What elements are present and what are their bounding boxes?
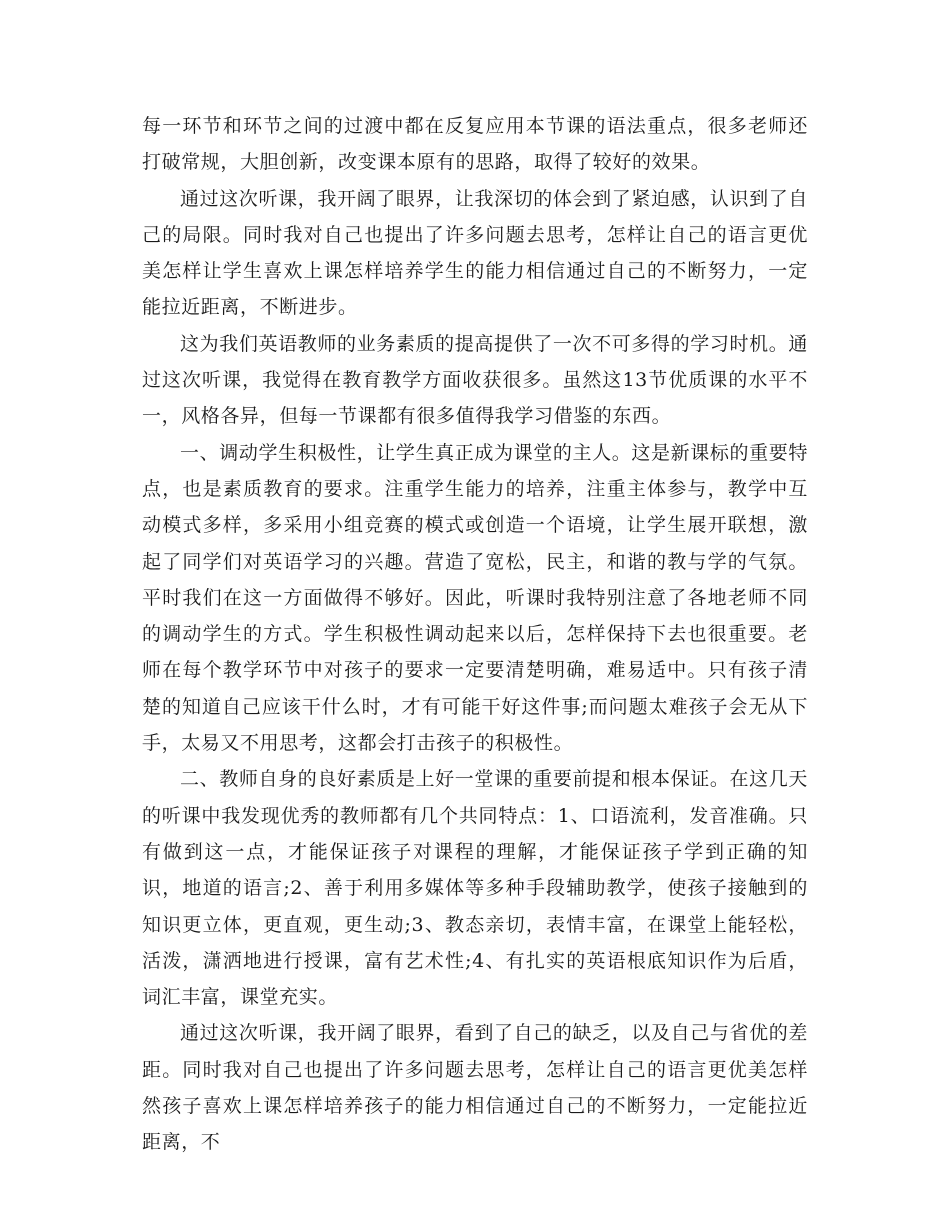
paragraph-2: 通过这次听课，我开阔了眼界，让我深切的体会到了紧迫感，认识到了自己的局限。同时我对自己也提出了许多问题去思考，怎样让自己的语言更优美怎样让学生喜欢上课怎样培养学生的能力相信通过自己的不断努力，一定能拉近距离，不断进步。 bbox=[142, 187, 808, 319]
paragraph-4: 一、调动学生积极性，让学生真正成为课堂的主人。这是新课标的重要特点，也是素质教育的要求。注重学生能力的培养，注重主体参与，教学中互动模式多样，多采用小组竞赛的模式或创造一个语境，让学生展开联想，激起了同学们对英语学习的兴趣。营造了宽松，民主，和谐的教与学的气氛。平时我们在这一方面做得不够好。因此，听课时我特别注意了各地老师不同的调动学生的方式。学生积极性调动起来以后，怎样保持下去也很重要。老师在每个教学环节中对孩子的要求一定要清楚明确，难易适中。只有孩子清楚的知道自己应该干什么时，才有可能干好这件事;而问题太难孩子会无从下手，太易又不用思考，这都会打击孩子的积极性。 bbox=[142, 441, 808, 755]
paragraph-1: 每一环节和环节之间的过渡中都在反复应用本节课的语法重点，很多老师还打破常规，大胆创新，改变课本原有的思路，取得了较好的效果。 bbox=[142, 115, 808, 174]
document-body bbox=[142, 108, 808, 1161]
paragraph-6: 通过这次听课，我开阔了眼界，看到了自己的缺乏，以及自己与省优的差距。同时我对自己也提出了许多问题去思考，怎样让自己的语言更优美怎样然孩子喜欢上课怎样培养孩子的能力相信通过自己的不断努力，一定能拉近距离，不 bbox=[142, 1022, 808, 1154]
paragraph-3: 这为我们英语教师的业务素质的提高提供了一次不可多得的学习时机。通过这次听课，我觉得在教育教学方面收获很多。虽然这13节优质课的水平不一，风格各异，但每一节课都有很多值得我学习借鉴的东西。 bbox=[142, 332, 808, 428]
paragraph-5: 二、教师自身的良好素质是上好一堂课的重要前提和根本保证。在这几天的听课中我发现优秀的教师都有几个共同特点：1、口语流利，发音准确。只有做到这一点，才能保证孩子对课程的理解，才能保证孩子学到正确的知识，地道的语言;2、善于利用多媒体等多种手段辅助教学，使孩子接触到的知识更立体，更直观，更生动;3、教态亲切，表情丰富，在课堂上能轻松，活泼，潇洒地进行授课，富有艺术性;4、有扎实的英语根底知识作为后盾，词汇丰富，课堂充实。 bbox=[142, 768, 808, 1009]
